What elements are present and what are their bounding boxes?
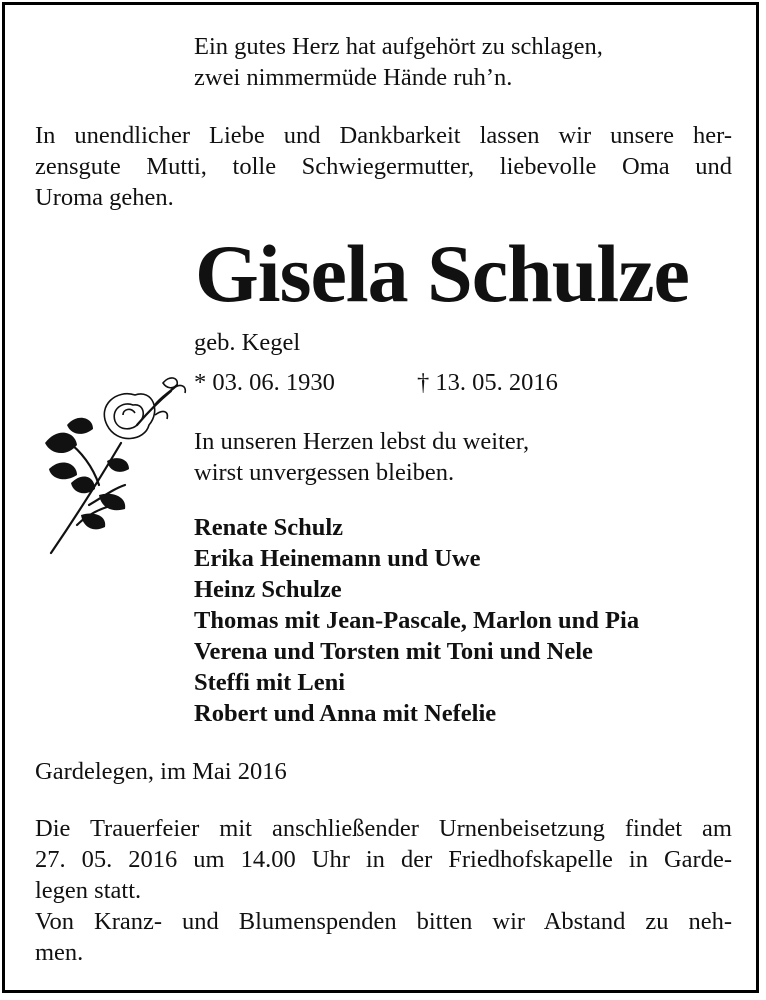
mourner-7: Robert und Anna mit Nefelie [194, 700, 497, 727]
motto-line-1: Ein gutes Herz hat aufgehört zu schlagen, [194, 33, 603, 60]
verse-line-1: In unseren Herzen lebst du weiter, [194, 428, 530, 455]
verse-line-2: wirst unvergessen bleiben. [194, 459, 455, 486]
birth-date: * 03. 06. 1930 [194, 369, 335, 396]
funeral-line-2: 27. 05. 2016 um 14.00 Uhr in der Friedhofskapelle in Garde- [35, 846, 732, 873]
funeral-line-4: Von Kranz- und Blumenspenden bitten wir Abstand zu neh- [35, 908, 732, 935]
deceased-name: Gisela Schulze [195, 228, 689, 319]
funeral-line-1: Die Trauerfeier mit anschließender Urnenbeisetzung findet am [35, 815, 732, 842]
death-date: † 13. 05. 2016 [417, 369, 558, 396]
maiden-name: geb. Kegel [194, 329, 301, 356]
mourner-4: Thomas mit Jean-Pascale, Marlon und Pia [194, 607, 640, 634]
motto-line-2: zwei nimmermüde Hände ruh’n. [194, 64, 513, 91]
rose-icon [37, 365, 197, 560]
place-date: Gardelegen, im Mai 2016 [35, 758, 287, 785]
intro-line-3: Uroma gehen. [35, 184, 174, 211]
intro-line-2: zensgute Mutti, tolle Schwiegermutter, liebevolle Oma und [35, 153, 732, 180]
mourner-5: Verena und Torsten mit Toni und Nele [194, 638, 593, 665]
mourner-3: Heinz Schulze [194, 576, 342, 603]
mourner-6: Steffi mit Leni [194, 669, 346, 696]
mourner-1: Renate Schulz [194, 514, 344, 541]
mourner-2: Erika Heinemann und Uwe [194, 545, 481, 572]
intro-line-1: In unendlicher Liebe und Dankbarkeit lassen wir unsere her- [35, 122, 732, 149]
obituary-notice [2, 2, 759, 993]
funeral-line-5: men. [35, 939, 84, 966]
funeral-line-3: legen statt. [35, 877, 142, 904]
